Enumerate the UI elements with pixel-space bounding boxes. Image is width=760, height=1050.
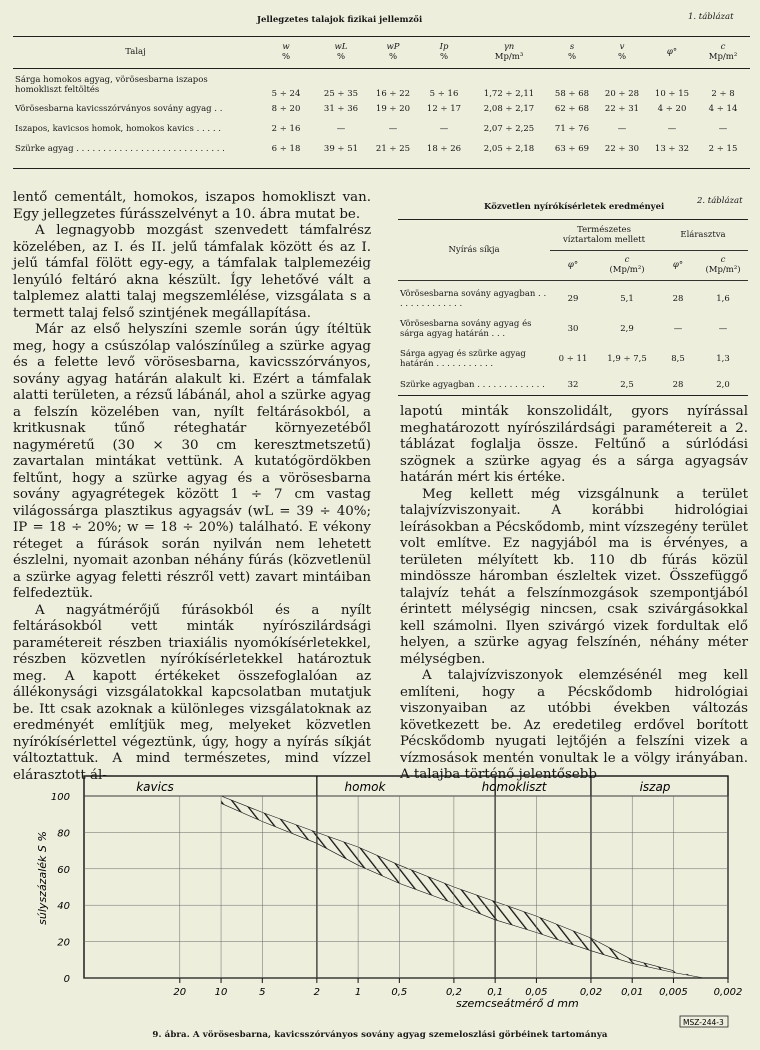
table2-header: Elárasztva — [658, 220, 748, 250]
left-column-text — [13, 190, 371, 784]
table-row: Sárga agyag és szürke agyag határán . . . . . . . . . . . 0 ÷ 11 1,9 ÷ 7,5 8,5 1,3 — [400, 349, 730, 369]
paragraph: A nagyátmérőjű fúrásokból és a nyílt feltárásokból vett minták nyírószilárdsági paramétereit részben triaxiális nyomókísérletekkel, részben közvetlen nyírókísérletekkel határoztuk meg. A kapott értékeket összefoglalóan az állékonysági vizsgálatokkal kapcsolatban mutatjuk be. Itt csak azoknak a különleges vizsgálatoknak az eredményét említjük meg, melyeket közvetlen nyírókísérlettel végeztünk, úgy, hogy a nyírás síkját változtattuk. A mind természetes, mind vízzel elárasztott ál- — [13, 602, 371, 783]
y-tick-label: 20 — [57, 937, 70, 949]
table-row: Vörösesbarna sovány agyag és sárga agyag határán . . . 30 2,9 — — — [400, 319, 728, 339]
table-row: Szürke agyag . . . . . . . . . . . . . . . . . . . . . . . . . . . . 6 ÷ 18 39 ÷ 51 21 ÷ 25 18 ÷ 26 2,05 ÷ 2,18 63 ÷ 69 22 ÷ 30 13 ÷ 32 2 ÷ 15 — [15, 144, 738, 154]
x-tick-label: 5 — [259, 987, 266, 998]
table-row: Szürke agyagban . . . . . . . . . . . . . 32 2,5 28 2,0 — [400, 380, 730, 390]
right-column-text — [400, 404, 748, 784]
y-tick-label: 0 — [63, 974, 70, 985]
table1-header: φ° — [666, 47, 678, 57]
table2-header: Természetes víztartalom mellett — [550, 220, 658, 250]
x-tick-label: 0,1 — [487, 987, 504, 998]
x-tick-label: 0,2 — [445, 987, 462, 998]
table1-header: v % — [617, 42, 627, 62]
table1-header: c Mp/m² — [708, 42, 738, 62]
paragraph: lentő cementált, homokos, iszapos homokliszt van. Egy jellegzetes fúrásszelvényt a 10. ábra mutat be. — [13, 190, 371, 222]
table1-label: 1. táblázat — [688, 12, 734, 22]
table1-header: Ip % — [439, 42, 449, 62]
table-row: Vörösesbarna sovány agyagban . . . . . . . . . . . . . . 29 5,1 28 1,6 — [400, 289, 730, 309]
table2-header: Nyírás síkja — [448, 244, 500, 255]
table1-title: Jellegzetes talajok fizikai jellemzői — [257, 15, 423, 25]
x-tick-label: 0,5 — [391, 987, 408, 998]
paragraph: A talajvízviszonyok elemzésénél meg kell említeni, hogy a Pécskődomb hidrológiai viszonyaiban az utóbbi években változás következett be. Az eredetileg erdővel borított Pécskődomb nyugati lejtőjén a felszíni vizek a vízmosások mentén vonultak le a völgy irányában. A talajba történő jelentősebb — [400, 668, 748, 782]
table1-header-row — [13, 37, 750, 67]
x-tick-label: 2 — [313, 987, 321, 998]
table2-title: Közvetlen nyírókísérletek eredményei — [484, 202, 665, 212]
zone-label: homokliszt — [481, 780, 547, 794]
x-tick-label: 0,002 — [713, 987, 743, 998]
zone-label: iszap — [639, 780, 671, 794]
paragraph: Már az első helyszíni szemle során úgy ítéltük meg, hogy a csúszólap valószínűleg a szürke agyag és a felette levő vörösesbarna, kavicsszórványos, sovány agyag határán alakult ki. Ezért a támfalak alatti területen, a rézsű lábánál, ahol a szürke agyag a felszín közelében van, nyílt feltárásokból, a kritkusnak tűnő réteghatár környezetéből nagyméretű (30 × 30 cm keresztmetszetű) zavartalan mintákat vettünk. A kutatógördökben feltűnt, hogy a szürke agyag és a vörösesbarna sovány agyagrétegek között 1 ÷ 7 cm vastag világossárga plasztikus agyagsáv (wL = 39 ÷ 40%; IP = 18 ÷ 20%; w = 18 ÷ 20%) található. E vékony réteget a fúrások során nyilván nem lehetett észlelni, nyomait azonban néhány fúrás (közvetlenül a szürke agyag feletti részről vett) zavart mintáiban felfedeztük. — [13, 322, 371, 601]
table1-header: w % — [281, 42, 291, 62]
x-tick-label: 0,02 — [579, 987, 603, 998]
grain-size-band — [221, 796, 704, 978]
paragraph: Meg kellett még vizsgálnunk a terület talajvízviszonyait. A korábbi hidrológiai leírásokban a Pécskődomb, mint vízszegény terület volt említve. Ez nagyjából ma is érvényes, a területen mélyített kb. 110 db fúrás közül mindössze háromban észleltek vizet. Összefüggő talajvíz tehát a felszínmozgások szempontjából érintett mélységig nincsen, csak szivárgásokkal kell számolni. Ilyen szivárgó vizek fordultak elő helyen, a szürke agyag felszínén, néhány méter mélységben. — [400, 486, 748, 667]
table-row: Vörösesbarna kavicsszórványos sovány agyag . . 8 ÷ 20 31 ÷ 36 19 ÷ 20 12 ÷ 17 2,08 ÷ 2,17 62 ÷ 68 22 ÷ 31 4 ÷ 20 4 ÷ 14 — [15, 104, 738, 114]
paragraph: lapotú minták konszolidált, gyors nyírással meghatározott nyírószilárdsági paramétereit a 2. táblázat foglalja össze. Feltűnő a súrlódási szögnek a szürke agyag és a sárga agyagsáv határán mért kis értéke. — [400, 404, 748, 485]
table1-header: γn Mp/m³ — [494, 42, 524, 62]
table2-header-row — [398, 220, 748, 250]
table1 — [13, 37, 750, 159]
y-tick-label: 80 — [57, 828, 70, 840]
zone-label: homok — [344, 780, 386, 794]
figure-caption: 9. ábra. A vörösesbarna, kavicsszórványos sovány agyag szemeloszlási görbéinek tartománya — [152, 1030, 608, 1040]
table1-header: Talaj — [125, 47, 146, 57]
table-row: Iszapos, kavicsos homok, homokos kavics . . . . . 2 ÷ 16 — — — 2,07 ÷ 2,25 71 ÷ 76 — — — — [15, 124, 728, 134]
x-tick-label: 1 — [354, 987, 362, 998]
x-tick-label: 10 — [214, 987, 228, 998]
y-axis-label: súlyszázalék S % — [36, 831, 49, 925]
grain-size-curve — [221, 796, 673, 971]
x-tick-label: 0,01 — [621, 987, 644, 998]
table-row: Sárga homokos agyag, vörösesbarna iszapos homokliszt feltöltés 5 ÷ 24 25 ÷ 35 16 ÷ 22 5 ÷ 16 1,72 ÷ 2,11 58 ÷ 68 20 ÷ 28 10 ÷ 15 2 ÷ 8 — [15, 75, 735, 99]
table1-header: s % — [567, 42, 577, 62]
grain-size-chart — [0, 768, 760, 1050]
table2-subheader-row: φ° c (Mp/m²) φ° c (Mp/m²) — [567, 255, 741, 275]
x-tick-label: 20 — [173, 987, 187, 998]
table1-header: wL % — [334, 42, 348, 62]
table2-label: 2. táblázat — [697, 196, 743, 206]
stamp: MSZ-244-3 — [683, 1018, 724, 1027]
y-tick-label: 60 — [57, 864, 70, 876]
x-axis-label: szemcseátmérő d mm — [456, 997, 579, 1010]
paragraph: A legnagyobb mozgást szenvedett támfalrész közelében, az I. és II. jelű támfalak között és az I. jelű támfal fölött egy-egy, a támfalak talplemezéig lenyúló feltáró akna készült. Így lehetővé vált a talplemez alatti talaj megszemlélése, vizsgálata s a termett talaj felső szintjének megállapítása. — [13, 223, 371, 321]
zone-label: kavics — [136, 780, 174, 794]
y-tick-label: 100 — [50, 792, 70, 803]
table1-header: wP % — [386, 42, 400, 62]
table2 — [398, 220, 748, 396]
x-tick-label: 0,005 — [659, 987, 688, 998]
x-tick-label: 0,05 — [525, 987, 548, 998]
y-tick-label: 40 — [57, 901, 70, 913]
